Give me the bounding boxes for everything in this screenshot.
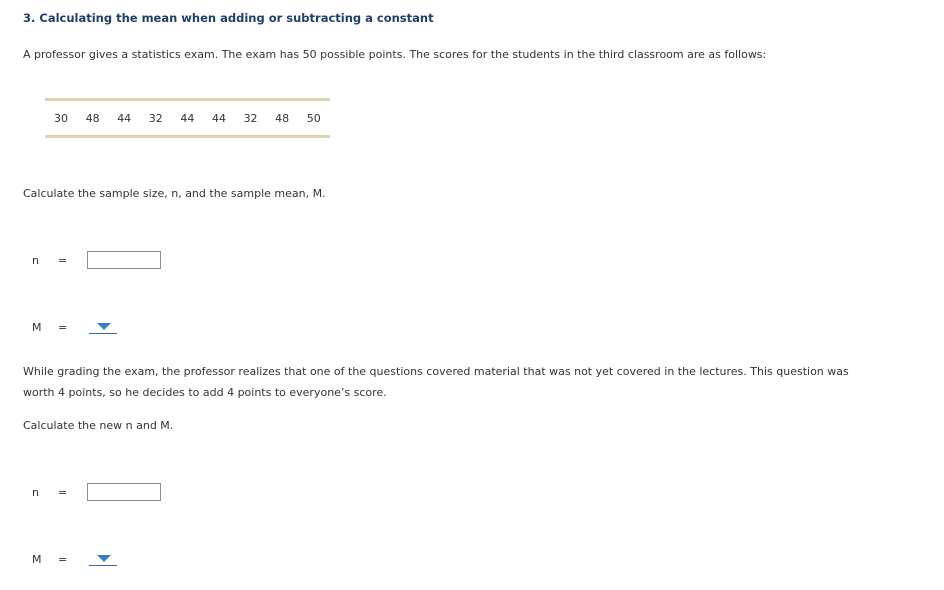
n-label-1: n bbox=[32, 254, 39, 267]
chevron-down-icon bbox=[97, 323, 111, 330]
score-cell: 50 bbox=[306, 112, 321, 125]
instruction-new: Calculate the new n and M. bbox=[23, 419, 174, 432]
n-equals-2: = bbox=[58, 486, 68, 499]
score-cell: 44 bbox=[180, 112, 195, 125]
m-label-1: M bbox=[32, 321, 42, 334]
n-input-1[interactable] bbox=[87, 251, 161, 269]
score-cell: 48 bbox=[85, 112, 100, 125]
scores-row bbox=[54, 112, 338, 125]
score-cell: 44 bbox=[211, 112, 226, 125]
m-dropdown-2[interactable] bbox=[89, 552, 117, 566]
n-label-2: n bbox=[32, 486, 39, 499]
question-title: 3. Calculating the mean when adding or subtracting a constant bbox=[23, 11, 434, 25]
m-equals-1: = bbox=[58, 321, 68, 334]
score-cell: 44 bbox=[117, 112, 132, 125]
intro-text: A professor gives a statistics exam. The exam has 50 possible points. The scores for the students in the third classroom are as follows: bbox=[23, 48, 767, 61]
m-equals-2: = bbox=[58, 553, 68, 566]
grading-text-line2: worth 4 points, so he decides to add 4 points to everyone’s score. bbox=[23, 386, 387, 399]
scores-table bbox=[45, 98, 330, 138]
grading-text-line1: While grading the exam, the professor realizes that one of the questions covered material that was not yet covered in the lectures. This question was bbox=[23, 365, 849, 378]
score-cell: 30 bbox=[54, 112, 68, 125]
score-cell: 48 bbox=[275, 112, 290, 125]
instruction-sample: Calculate the sample size, n, and the sample mean, M. bbox=[23, 187, 326, 200]
n-equals-1: = bbox=[58, 254, 68, 267]
score-cell: 32 bbox=[243, 112, 258, 125]
chevron-down-icon bbox=[97, 555, 111, 562]
score-cell: 32 bbox=[148, 112, 163, 125]
n-input-2[interactable] bbox=[87, 483, 161, 501]
m-label-2: M bbox=[32, 553, 42, 566]
m-dropdown-1[interactable] bbox=[89, 320, 117, 334]
